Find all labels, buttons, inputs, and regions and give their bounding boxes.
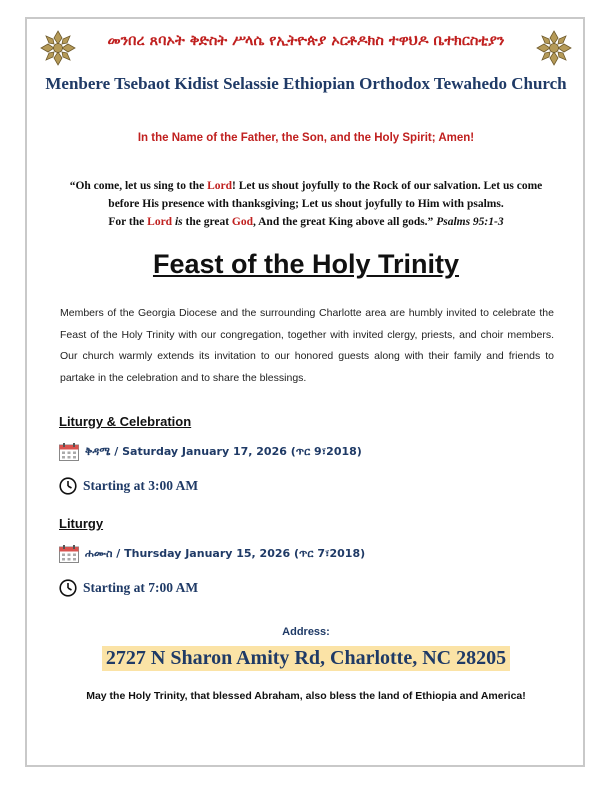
ethiopian-cross-icon (536, 30, 572, 66)
church-name: Menbere Tsebaot Kidist Selassie Ethiopian Orthodox Tewahedo Church (45, 74, 567, 93)
calendar-icon (59, 545, 79, 563)
verse-citation: Psalms 95:1-3 (436, 216, 504, 228)
event-title: Feast of the Holy Trinity (152, 249, 460, 279)
invitation-paragraph: Members of the Georgia Diocese and the surrounding Charlotte area are humbly invited to celebrate the Feast of the Holy Trinity with our congregation, together with invited clergy, priests, and choir members. Our church warmly extends its invitation to our honored guests along with their family and friends to partake in the celebration and to share the blessings. (60, 307, 554, 384)
calendar-icon (59, 443, 79, 461)
service-heading: Liturgy & Celebration (59, 414, 192, 429)
service-time-row (59, 475, 198, 497)
psalm-verse: “Oh come, let us sing to the Lord! Let us shout joyfully to the Rock of our salvation. Let us come before His presence with thanksgiving; Let us shout joyfully to Him with psalms. For the Lord is the great God, And the great King above all gods.” Psalms 95:1-3 (69, 180, 543, 228)
closing-blessing: May the Holy Trinity, that blessed Abraham, also bless the land of Ethiopia and America! (86, 690, 526, 702)
clock-icon (59, 579, 77, 597)
clock-icon (59, 477, 77, 495)
address-value: 2727 N Sharon Amity Rd, Charlotte, NC 28205 (102, 646, 510, 671)
service-date: ቅዳሜ / Saturday January 17, 2026 (ጥር 9፣2018) (85, 445, 362, 458)
service-date-row (59, 543, 365, 565)
service-time: Starting at 3:00 AM (83, 478, 199, 493)
service-heading: Liturgy (59, 516, 104, 531)
invocation: In the Name of the Father, the Son, and the Holy Spirit; Amen! (137, 132, 475, 144)
amharic-church-title: መንበረ ጸባኦት ቅድስት ሥላሴ የኢትዮጵያ ኦርቶዶክስ ተዋህዶ ቤተክርስቲያን (107, 33, 505, 49)
address-label: Address: (282, 626, 330, 638)
ethiopian-cross-icon (40, 30, 76, 66)
service-date: ሐሙስ / Thursday January 15, 2026 (ጥር 7፣2018) (85, 547, 366, 560)
address-wrapper (40, 646, 572, 671)
service-time-row (59, 577, 198, 599)
service-date-row (59, 441, 362, 463)
service-time: Starting at 7:00 AM (83, 580, 199, 595)
